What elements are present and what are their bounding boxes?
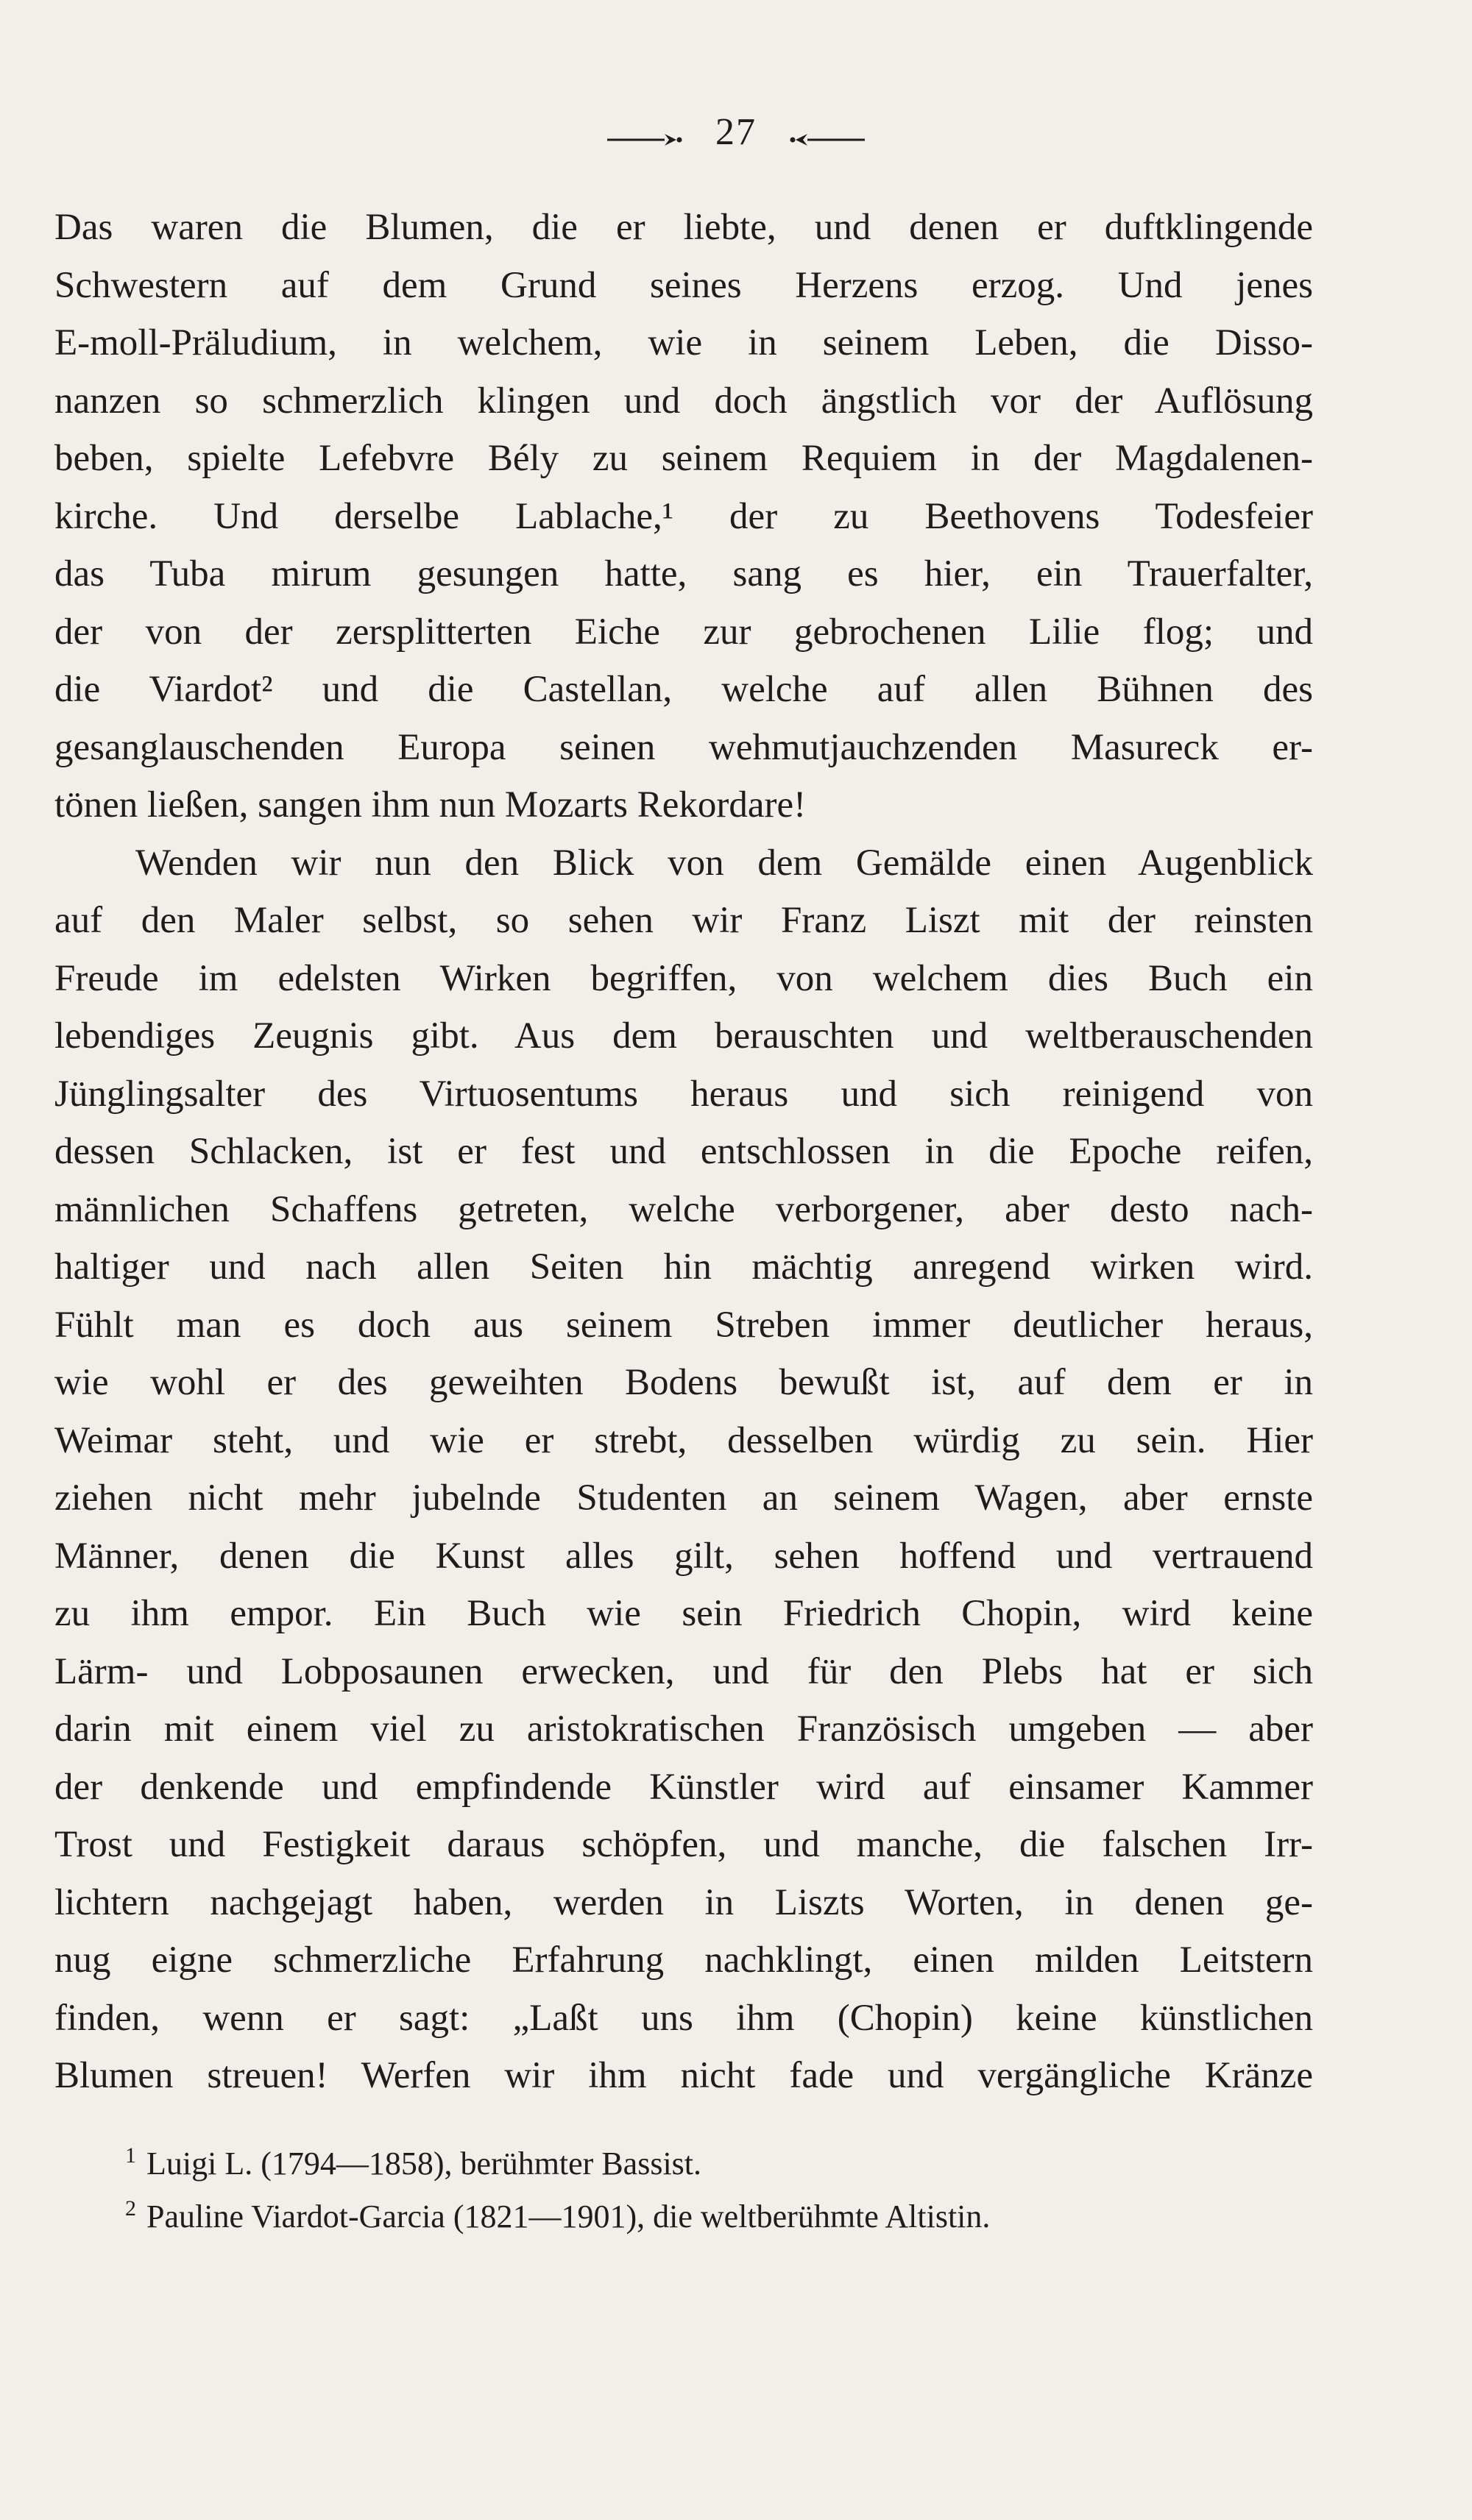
text-line: nug eigne schmerzliche Erfahrung nachklingt, einen milden Leitstern (54, 1939, 1313, 1981)
text-line: nanzen so schmerzlich klingen und doch ängstlich vor der Auflösung (54, 380, 1313, 422)
text-line: zu ihm empor. Ein Buch wie sein Friedrich Chopin, wird keine (54, 1593, 1313, 1634)
text-line: die Viardot² und die Castellan, welche auf allen Bühnen des (54, 669, 1313, 710)
text-line: Freude im edelsten Wirken begriffen, von welchem dies Buch ein (54, 957, 1313, 999)
footnote-text: Pauline Viardot-Garcia (1821—1901), die weltberühmte Altistin. (146, 2198, 991, 2235)
text-line: wie wohl er des geweihten Bodens bewußt ist, auf dem er in (54, 1362, 1313, 1403)
footnote-mark: 1 (125, 2143, 136, 2168)
page-number: 27 (715, 111, 757, 153)
text-line: darin mit einem viel zu aristokratischen Französisch umgeben — aber (54, 1708, 1313, 1750)
text-line: Lärm- und Lobposaunen erwecken, und für den Plebs hat er sich (54, 1650, 1313, 1692)
text-line: Blumen streuen! Werfen wir ihm nicht fade und vergängliche Kränze (54, 2055, 1313, 2096)
text-line: ziehen nicht mehr jubelnde Studenten an seinem Wagen, aber ernste (54, 1477, 1313, 1519)
footnote (125, 2190, 1303, 2243)
text-line: Wenden wir nun den Blick von dem Gemälde einen Augenblick (135, 842, 1313, 884)
text-line: Jünglingsalter des Virtuosentums heraus und sich reinigend von (54, 1073, 1313, 1115)
text-line: Trost und Festigkeit daraus schöpfen, und manche, die falschen Irr- (54, 1824, 1313, 1865)
right-ornament-icon (785, 114, 866, 157)
text-line: beben, spielte Lefebvre Bély zu seinem Requiem in der Magdalenen- (54, 438, 1313, 479)
text-line: männlichen Schaffens getreten, welche verborgener, aber desto nach- (54, 1188, 1313, 1230)
text-line: Schwestern auf dem Grund seines Herzens erzog. Und jenes (54, 264, 1313, 306)
text-line: der von der zersplitterten Eiche zur gebrochenen Lilie flog; und (54, 611, 1313, 653)
text-line: E-moll-Präludium, in welchem, wie in seinem Leben, die Disso- (54, 322, 1313, 363)
footnotes (125, 2137, 1303, 2243)
text-line: dessen Schlacken, ist er fest und entschlossen in die Epoche reifen, (54, 1131, 1313, 1172)
text-line: das Tuba mirum gesungen hatte, sang es hier, ein Trauerfalter, (54, 553, 1313, 594)
text-line: haltiger und nach allen Seiten hin mächtig anregend wirken wird. (54, 1246, 1313, 1288)
text-line: Weimar steht, und wie er strebt, desselben würdig zu sein. Hier (54, 1419, 1313, 1461)
text-line: auf den Maler selbst, so sehen wir Franz Liszt mit der reinsten (54, 900, 1313, 941)
text-line: lichtern nachgejagt haben, werden in Liszts Worten, in denen ge- (54, 1881, 1313, 1923)
text-line: Männer, denen die Kunst alles gilt, sehen hoffend und vertrauend (54, 1535, 1313, 1577)
text-line: kirche. Und derselbe Lablache,¹ der zu Beethovens Todesfeier (54, 495, 1313, 537)
text-line: Das waren die Blumen, die er liebte, und denen er duftklingende (54, 207, 1313, 248)
left-ornament-icon (606, 114, 687, 157)
text-line: gesanglauschenden Europa seinen wehmutjauchzenden Masureck er- (54, 726, 1313, 768)
page-header (0, 110, 1472, 157)
text-line: der denkende und empfindende Künstler wird auf einsamer Kammer (54, 1766, 1313, 1808)
main-text (54, 199, 1313, 2105)
text-line: lebendiges Zeugnis gibt. Aus dem berauschten und weltberauschenden (54, 1015, 1313, 1057)
footnote (125, 2137, 1303, 2190)
footnote-mark: 2 (125, 2196, 136, 2221)
text-line: Fühlt man es doch aus seinem Streben immer deutlicher heraus, (54, 1304, 1313, 1346)
footnote-text: Luigi L. (1794—1858), berühmter Bassist. (146, 2145, 702, 2182)
text-line: finden, wenn er sagt: „Laßt uns ihm (Chopin) keine künstlichen (54, 1997, 1313, 2039)
text-line: tönen ließen, sangen ihm nun Mozarts Rekordare! (54, 784, 807, 826)
